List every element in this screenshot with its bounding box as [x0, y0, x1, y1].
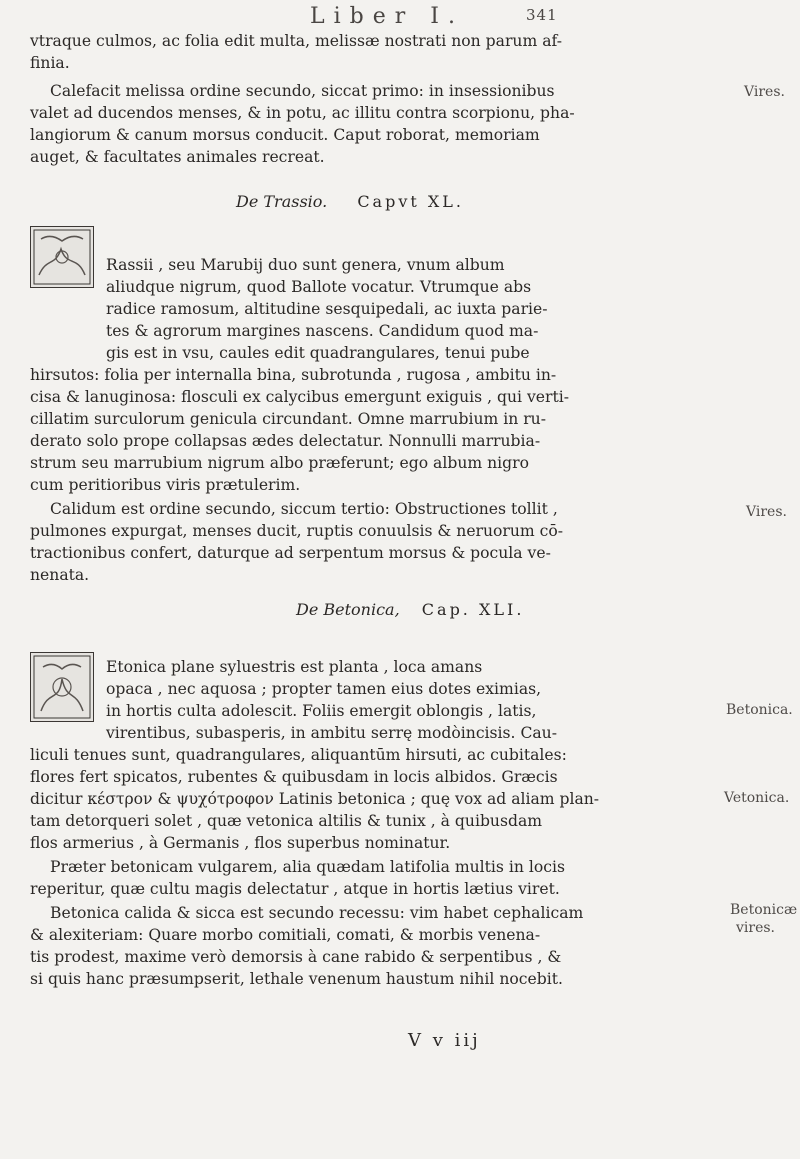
text-line: langiorum & canum morsus conducit. Caput roborat, memoriam: [30, 126, 540, 144]
text-line: tractionibus confert, daturque ad serpentum morsus & pocula ve-: [30, 544, 551, 562]
text-line: finia.: [30, 54, 70, 72]
text-line: valet ad ducendos menses, & in potu, ac illitu contra scorpionu, pha-: [30, 104, 575, 122]
text-line: si quis hanc præsumpserit, lethale venenum haustum nihil nocebit.: [30, 970, 563, 988]
text-line: Rassii , seu Marubij duo sunt genera, vnum album: [106, 256, 505, 274]
text-line: Etonica plane syluestris est planta , loca amans: [106, 658, 483, 676]
text-line: Calidum est ordine secundo, siccum tertio: Obstructiones tollit ,: [50, 500, 558, 518]
chapter-title: De Trassio.: [236, 192, 328, 211]
margin-note: Betonica.: [726, 702, 793, 718]
chapter-heading: [296, 600, 524, 619]
text-line: pulmones expurgat, menses ducit, ruptis conuulsis & neruorum cō-: [30, 522, 564, 540]
chapter-number: Capvt XL.: [357, 192, 464, 211]
signature-mark: V v iij: [408, 1030, 481, 1051]
text-line: flores fert spicatos, rubentes & quibusdam in locis albidos. Græcis: [30, 768, 558, 786]
chapter-title: De Betonica,: [296, 600, 400, 619]
text-line: strum seu marrubium nigrum albo præferunt; ego album nigro: [30, 454, 529, 472]
text-line: & alexiteriam: Quare morbo comitiali, comati, & morbis venena-: [30, 926, 541, 944]
text-line: gis est in vsu, caules edit quadrangulares, tenui pube: [106, 344, 530, 362]
margin-note: Vires.: [746, 504, 787, 520]
text-line: flos armerius , à Germanis , flos superbus nominatur.: [30, 834, 451, 852]
text-line: nenata.: [30, 566, 90, 584]
text-line: cum peritioribus viris prætulerim.: [30, 476, 301, 494]
running-title: Liber I.: [310, 4, 464, 29]
text-line: tis prodest, maxime verò demorsis à cane rabido & serpentibus , &: [30, 948, 562, 966]
text-line: tes & agrorum margines nascens. Candidum quod ma-: [106, 322, 539, 340]
text-line: vtraque culmos, ac folia edit multa, melissæ nostrati non parum af-: [30, 32, 562, 50]
text-line: liculi tenues sunt, quadrangulares, aliquantūm hirsuti, ac cubitales:: [30, 746, 567, 764]
chapter-heading: [236, 192, 464, 211]
folio-number: 341: [526, 6, 558, 24]
margin-note: vires.: [736, 920, 775, 936]
text-line: in hortis culta adolescit. Foliis emergit oblongis , latis,: [106, 702, 537, 720]
text-line: derato solo prope collapsas ædes delectatur. Nonnulli marrubia-: [30, 432, 541, 450]
text-line: aliudque nigrum, quod Ballote vocatur. Vtrumque abs: [106, 278, 532, 296]
text-line: reperitur, quæ cultu magis delectatur , atque in hortis lætius viret.: [30, 880, 560, 898]
text-line: hirsutos: folia per internalla bina, subrotunda , rugosa , ambitu in-: [30, 366, 557, 384]
text-line: dicitur κέστρον & ψυχότροφον Latinis betonica ; quę vox ad aliam plan-: [30, 790, 600, 808]
text-line: cisa & lanuginosa: flosculi ex calycibus emergunt exiguis , qui verti-: [30, 388, 569, 406]
text-line: radice ramosum, altitudine sesquipedali, ac iuxta parie-: [106, 300, 548, 318]
text-line: Calefacit melissa ordine secundo, siccat primo: in insessionibus: [50, 82, 555, 100]
text-line: virentibus, subasperis, in ambitu serrę modòincisis. Cau-: [106, 724, 557, 742]
text-line: auget, & facultates animales recreat.: [30, 148, 325, 166]
text-line: cillatim surculorum genicula circundant. Omne marrubium in ru-: [30, 410, 546, 428]
text-line: Præter betonicam vulgarem, alia quædam latifolia multis in locis: [50, 858, 565, 876]
margin-note: Vires.: [744, 84, 785, 100]
decorated-initial-t-icon: [30, 226, 94, 288]
chapter-number: Cap. XLI.: [421, 600, 525, 619]
text-line: tam detorqueri solet , quæ vetonica altilis & tunix , à quibusdam: [30, 812, 543, 830]
decorated-initial-b-icon: [30, 652, 94, 722]
text-line: opaca , nec aquosa ; propter tamen eius dotes eximias,: [106, 680, 542, 698]
text-line: Betonica calida & sicca est secundo recessu: vim habet cephalicam: [50, 904, 584, 922]
margin-note: Vetonica.: [724, 790, 790, 806]
margin-note: Betonicæ: [730, 902, 798, 918]
